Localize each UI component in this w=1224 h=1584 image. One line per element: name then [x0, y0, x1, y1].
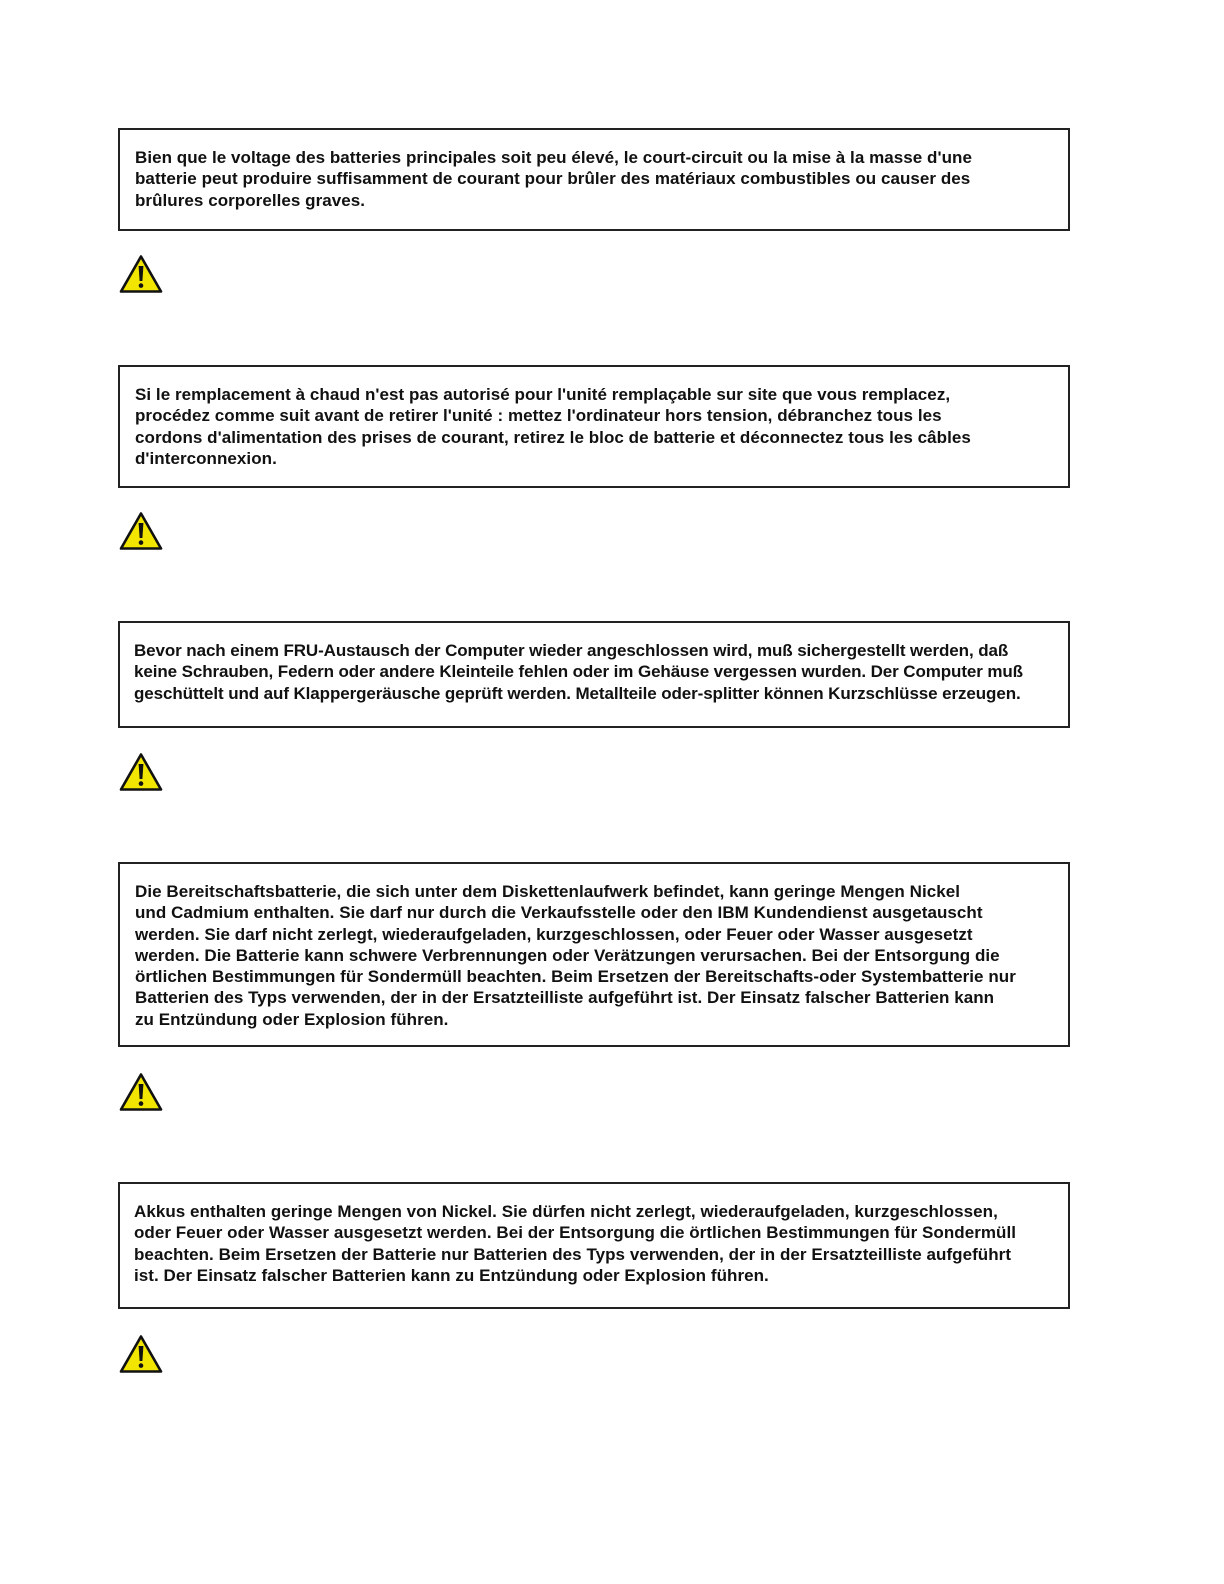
warning-triangle-icon — [118, 751, 164, 793]
warning-triangle-icon — [118, 1071, 164, 1113]
warning-triangle-icon — [118, 1333, 164, 1375]
notice-text-5: Akkus enthalten geringe Mengen von Nickel. Sie dürfen nicht zerlegt, wiederaufgeladen, kurzgeschlossen, oder Feuer oder Wasser ausgesetzt werden. Bei der Entsorgung die örtlichen Bestimmungen für Sondermüll beachten. Beim Ersetzen der Batterie nur Batterien des Typs verwenden, der in der Ersatzteilliste aufgeführt ist. Der Einsatz falscher Batterien kann zu Entzündung oder Explosion führen. — [134, 1202, 1017, 1285]
notice-text-2: Si le remplacement à chaud n'est pas autorisé pour l'unité remplaçable sur site que vous remplacez, procédez comme suit avant de retirer l'unité : mettez l'ordinateur hors tension, débranchez tous les cordons d'alimentation des prises de courant, retirez le bloc de batterie et déconnectez tous les câbles d'interconnexion. — [135, 385, 971, 468]
notice-box-5 — [118, 1182, 1070, 1309]
notice-box-3 — [118, 621, 1070, 728]
notice-box-4 — [118, 862, 1070, 1047]
notice-text-1: Bien que le voltage des batteries principales soit peu élevé, le court-circuit ou la mise à la masse d'une batterie peut produire suffisamment de courant pour brûler des matériaux combustibles ou causer des brûlures corporelles graves. — [135, 148, 972, 210]
notice-box-1 — [118, 128, 1070, 231]
notice-text-4: Die Bereitschaftsbatterie, die sich unter dem Diskettenlaufwerk befindet, kann geringe Mengen Nickel und Cadmium enthalten. Sie darf nur durch die Verkaufsstelle oder den IBM Kundendienst ausgetauscht werden. Sie darf nicht zerlegt, wiederaufgeladen, kurzgeschlossen, oder Feuer oder Wasser ausgesetzt werden. Die Batterie kann schwere Verbrennungen oder Verätzungen verursachen. Bei der Entsorgung die örtlichen Bestimmungen für Sondermüll beachten. Beim Ersetzen der Bereitschafts-oder Systembatterie nur Batterien des Typs verwenden, der in der Ersatzteilliste aufgeführt ist. Der Einsatz falscher Batterien kann zu Entzündung oder Explosion führen. — [135, 882, 1016, 1029]
notice-text-3: Bevor nach einem FRU-Austausch der Computer wieder angeschlossen wird, muß sichergestellt werden, daß keine Schrauben, Federn oder andere Kleinteile fehlen oder im Gehäuse vergessen wurden. Der Computer muß geschüttelt und auf Klappergeräusche geprüft werden. Metallteile oder-splitter können Kurzschlüsse erzeugen. — [134, 641, 1023, 703]
warning-triangle-icon — [118, 510, 164, 552]
notice-box-2 — [118, 365, 1070, 488]
warning-triangle-icon — [118, 253, 164, 295]
